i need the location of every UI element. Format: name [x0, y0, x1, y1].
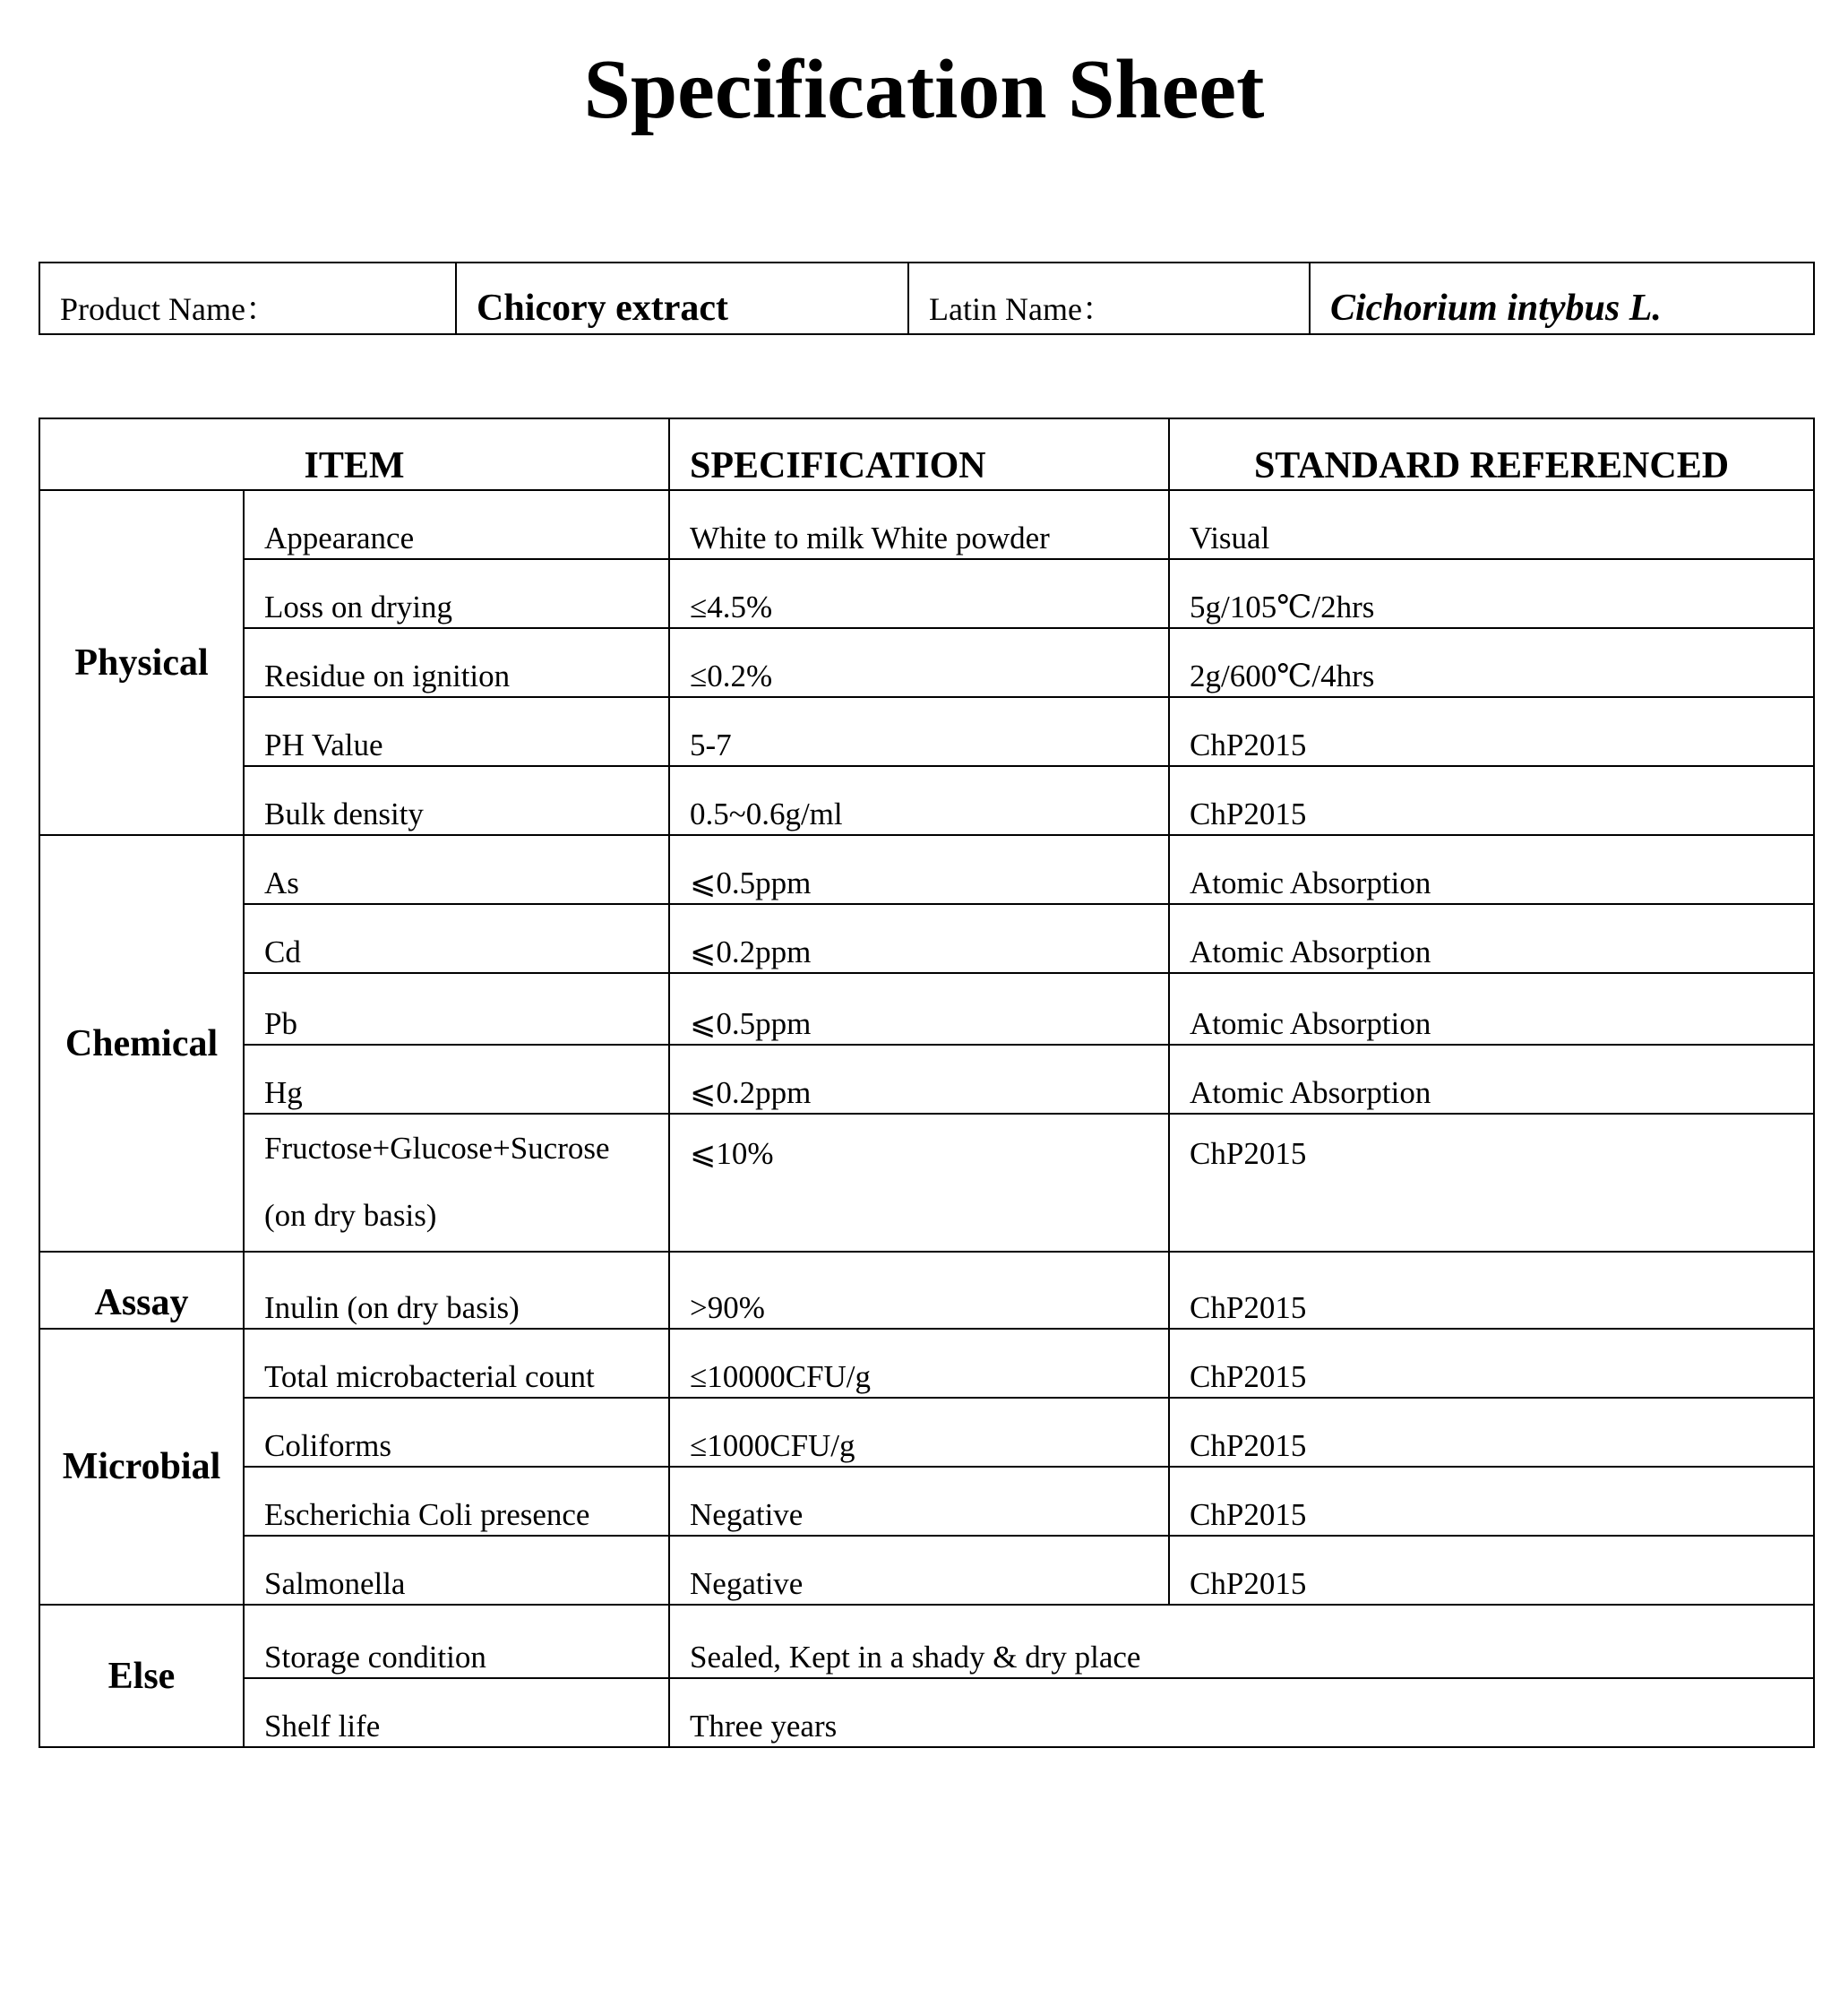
header-item: ITEM — [39, 418, 669, 490]
spec-cell: 0.5~0.6g/ml — [669, 766, 1169, 835]
table-row — [39, 1536, 1814, 1605]
table-row — [39, 1398, 1814, 1467]
item-cell: Loss on drying — [244, 559, 669, 628]
spec-cell: Negative — [669, 1536, 1169, 1605]
standard-cell: Visual — [1169, 490, 1814, 559]
spec-cell: ≤4.5% — [669, 559, 1169, 628]
item-cell: Shelf life — [244, 1678, 669, 1747]
spec-cell: ≤0.2% — [669, 628, 1169, 697]
spec-cell: Three years — [669, 1678, 1814, 1747]
product-info-table — [39, 262, 1815, 335]
spec-cell: ⩽0.5ppm — [669, 835, 1169, 904]
table-row — [39, 1678, 1814, 1747]
table-row — [39, 904, 1814, 973]
spec-cell: ≤1000CFU/g — [669, 1398, 1169, 1467]
table-row — [39, 1045, 1814, 1114]
header-standard: STANDARD REFERENCED — [1169, 418, 1814, 490]
item-line: Fructose+Glucose+Sucrose — [264, 1131, 610, 1166]
table-row — [39, 973, 1814, 1045]
header-row — [39, 418, 1814, 490]
spec-cell: ⩽0.5ppm — [669, 973, 1169, 1045]
standard-cell: ChP2015 — [1169, 1398, 1814, 1467]
category-microbial: Microbial — [39, 1329, 244, 1605]
item-cell: Escherichia Coli presence — [244, 1467, 669, 1536]
standard-cell: Atomic Absorption — [1169, 835, 1814, 904]
item-cell: Bulk density — [244, 766, 669, 835]
category-assay: Assay — [39, 1252, 244, 1329]
item-cell: Total microbacterial count — [244, 1329, 669, 1398]
standard-cell: 5g/105℃/2hrs — [1169, 559, 1814, 628]
item-line: (on dry basis) — [264, 1198, 437, 1233]
item-cell — [244, 1114, 669, 1252]
item-cell: Cd — [244, 904, 669, 973]
spec-cell: Negative — [669, 1467, 1169, 1536]
item-cell: Storage condition — [244, 1605, 669, 1678]
item-cell: Pb — [244, 973, 669, 1045]
standard-cell: Atomic Absorption — [1169, 973, 1814, 1045]
item-cell: Hg — [244, 1045, 669, 1114]
product-info-row — [39, 263, 1814, 334]
spec-cell: ⩽0.2ppm — [669, 904, 1169, 973]
table-row — [39, 559, 1814, 628]
spec-cell: ⩽0.2ppm — [669, 1045, 1169, 1114]
product-name-value: Chicory extract — [456, 263, 908, 334]
standard-cell: ChP2015 — [1169, 766, 1814, 835]
standard-cell: 2g/600℃/4hrs — [1169, 628, 1814, 697]
table-row — [39, 1605, 1814, 1678]
category-else: Else — [39, 1605, 244, 1747]
item-cell: As — [244, 835, 669, 904]
item-cell: Residue on ignition — [244, 628, 669, 697]
table-row — [39, 1467, 1814, 1536]
standard-cell: ChP2015 — [1169, 1252, 1814, 1329]
category-physical: Physical — [39, 490, 244, 835]
product-name-label: Product Name： — [39, 263, 456, 334]
page-title: Specification Sheet — [583, 43, 1265, 136]
standard-cell: Atomic Absorption — [1169, 1045, 1814, 1114]
spec-cell: Sealed, Kept in a shady & dry place — [669, 1605, 1814, 1678]
table-row — [39, 1329, 1814, 1398]
standard-cell: ChP2015 — [1169, 1329, 1814, 1398]
standard-cell: ChP2015 — [1169, 1114, 1814, 1252]
table-row — [39, 490, 1814, 559]
latin-name-label: Latin Name： — [908, 263, 1310, 334]
item-cell: Coliforms — [244, 1398, 669, 1467]
standard-cell: ChP2015 — [1169, 697, 1814, 766]
table-row — [39, 1114, 1814, 1252]
table-row — [39, 628, 1814, 697]
standard-cell: ChP2015 — [1169, 1536, 1814, 1605]
spec-cell: 5-7 — [669, 697, 1169, 766]
specification-table — [39, 418, 1815, 1748]
item-cell: PH Value — [244, 697, 669, 766]
item-cell: Appearance — [244, 490, 669, 559]
spec-cell: ⩽10% — [669, 1114, 1169, 1252]
category-chemical: Chemical — [39, 835, 244, 1252]
spec-cell: ≤10000CFU/g — [669, 1329, 1169, 1398]
table-row — [39, 1252, 1814, 1329]
standard-cell: ChP2015 — [1169, 1467, 1814, 1536]
table-row — [39, 697, 1814, 766]
standard-cell: Atomic Absorption — [1169, 904, 1814, 973]
table-row — [39, 766, 1814, 835]
latin-name-value: Cichorium intybus L. — [1310, 263, 1814, 334]
header-specification: SPECIFICATION — [669, 418, 1169, 490]
item-cell: Inulin (on dry basis) — [244, 1252, 669, 1329]
table-row — [39, 835, 1814, 904]
item-cell: Salmonella — [244, 1536, 669, 1605]
spec-cell: White to milk White powder — [669, 490, 1169, 559]
spec-cell: >90% — [669, 1252, 1169, 1329]
